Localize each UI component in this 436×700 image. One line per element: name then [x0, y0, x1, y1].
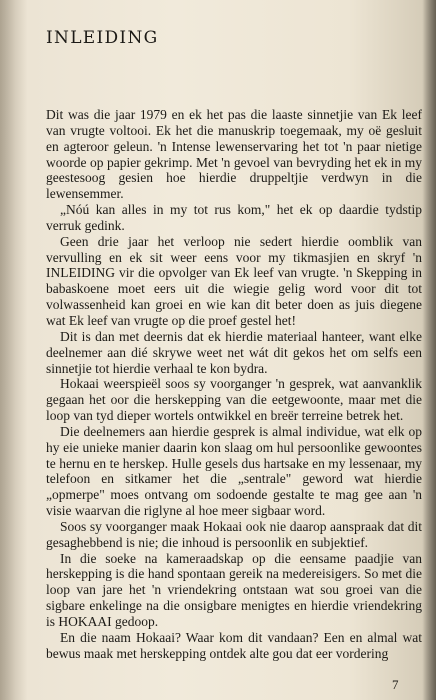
paragraph: Hokaai weerspieël soos sy voorganger 'n gesprek, wat aanvanklik gegaan het oor die herskepping van die eetgewoonte, maar met die loop van tyd dieper wortels ontwikkel en breër terreine betrek het.: [46, 376, 422, 424]
paragraph: In die soeke na kameraadskap op die eensame paadjie van herskepping is die hand spontaan gereik na medereisigers. So met die loop van jare het 'n vriendekring ontstaan wat sou groei van die sigbare enkelinge na die onsigbare menigtes en hierdie vriendekring is HOKAAI gedoop.: [46, 550, 422, 629]
body-text: [46, 107, 422, 662]
paragraph: Soos sy voorganger maak Hokaai ook nie daarop aanspraak dat dit gesaghebbend is nie; die inhoud is persoonlik en subjektief.: [46, 518, 422, 550]
page-number: 7: [392, 677, 399, 692]
paragraph: Die deelnemers aan hierdie gesprek is almal individue, wat elk op hy eie unieke manier daarin kon slaag om hul persoonlike gewoontes te hernu en te herskep. Hulle gesels dus hartsake en my lessenaar, my telefoon en sitkamer het die „sentrale" geword wat hierdie „opmerpe" moes ontvang om sodoende gestalte te mag gee aan 'n visie waarvan die riglyne al hoe meer sigbaar word.: [46, 423, 422, 519]
paragraph: Geen drie jaar het verloop nie sedert hierdie oomblik van vervulling en ek sit weer eens voor my tikmasjien en skryf 'n INLEIDING vir die opvolger van Ek leef van vrugte. 'n Skepping in babaskoene moet eers uit die wiegie gelig word voor dit tot volwassenheid kan groei en wie kan dit beter doen as juis diegene wat Ek leef van vrugte op die proef gestel het!: [46, 233, 422, 328]
paragraph: „Nóú kan alles in my tot rus kom," het ek op daardie tydstip verruk gedink.: [46, 202, 422, 233]
paragraph: Dit was die jaar 1979 en ek het pas die laaste sinnetjie van Ek leef van vrugte voltooi. Ek het die manuskrip toegemaak, my oë gesluit en agteroor geleun. 'n Intense lewenservaring het tot 'n paar nietige woorde op papier gekrimp. Met 'n gevoel van bevryding het ek in my geestesoog gesien hoe hierdie druppeltjie verdwyn in die lewensemmer.: [46, 107, 422, 202]
page-edge-shadow: [422, 0, 436, 700]
paragraph: En die naam Hokaai? Waar kom dit vandaan? Een en almal wat bewus maak met herskepping ontdek alte gou dat eer vordering: [46, 629, 422, 661]
page-gutter-shadow: [0, 0, 28, 700]
paragraph: Dit is dan met deernis dat ek hierdie materiaal hanteer, want elke deelnemer aan dié skrywe weet net wát dit gekos het om selfs een sinnetjie tot hierdie verhaal te kon bydra.: [46, 328, 422, 376]
chapter-heading: INLEIDING: [46, 28, 159, 48]
